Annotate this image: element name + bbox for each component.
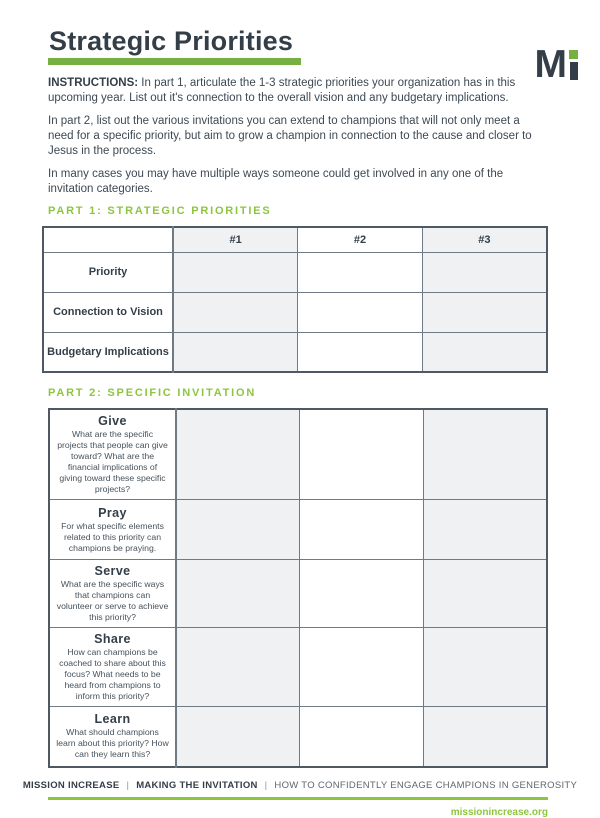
footer-green-rule xyxy=(48,797,548,800)
category-description: What are the specific projects that people can give toward? What are the financial implications of giving toward these specific projects? xyxy=(57,429,168,494)
logo-letter-i-icon xyxy=(569,50,578,80)
entry-cell xyxy=(298,292,423,332)
entry-cell xyxy=(300,500,424,560)
entry-cell xyxy=(176,500,300,560)
page-title: Strategic Priorities xyxy=(48,26,301,65)
part1-corner-cell xyxy=(43,227,173,252)
part1-column-header-1: #1 xyxy=(173,227,298,252)
part2-row-label-serve xyxy=(49,560,176,628)
part2-row-label-share xyxy=(49,628,176,707)
entry-cell xyxy=(423,560,547,628)
entry-cell xyxy=(173,332,298,372)
footer-title-bar xyxy=(0,780,600,791)
part2-row-label-give xyxy=(49,409,176,500)
worksheet-page xyxy=(0,26,600,818)
category-description: What should champions learn about this priority? How can they learn this? xyxy=(56,727,169,760)
table-row xyxy=(49,560,547,628)
part2-table xyxy=(48,408,548,768)
entry-cell xyxy=(176,409,300,500)
category-description: How can champions be coached to share about this focus? What needs to be heard from champions to inform this priority? xyxy=(59,647,166,701)
entry-cell xyxy=(173,252,298,292)
entry-cell xyxy=(300,560,424,628)
category-title: Share xyxy=(94,632,131,646)
entry-cell xyxy=(422,292,547,332)
entry-cell xyxy=(422,332,547,372)
part1-row-label-connection: Connection to Vision xyxy=(43,292,173,332)
instructions-block xyxy=(48,76,548,197)
table-row xyxy=(49,500,547,560)
logo-i-dot-icon xyxy=(569,50,578,59)
header xyxy=(48,26,600,65)
footer-brand: MISSION INCREASE xyxy=(22,779,120,791)
part1-table xyxy=(42,226,548,373)
category-title: Give xyxy=(98,414,127,428)
part2-row-label-pray xyxy=(49,500,176,560)
entry-cell xyxy=(423,500,547,560)
part1-header-row xyxy=(43,227,547,252)
entry-cell xyxy=(423,707,547,767)
table-row xyxy=(49,707,547,767)
entry-cell xyxy=(423,409,547,500)
entry-cell xyxy=(298,332,423,372)
entry-cell xyxy=(423,628,547,707)
part2-heading: PART 2: SPECIFIC INVITATION xyxy=(48,387,257,399)
footer-series: MAKING THE INVITATION xyxy=(136,779,258,791)
logo-i-stem-icon xyxy=(570,62,578,80)
category-description: For what specific elements related to this priority can champions be praying. xyxy=(61,520,164,553)
part1-row-label-priority: Priority xyxy=(43,252,173,292)
table-row xyxy=(43,252,547,292)
category-description: What are the specific ways that champions can volunteer or serve to achieve this priority? xyxy=(56,579,169,622)
entry-cell xyxy=(422,252,547,292)
entry-cell xyxy=(300,707,424,767)
footer-subtitle: HOW TO CONFIDENTLY ENGAGE CHAMPIONS IN GENEROSITY xyxy=(274,779,578,791)
part1-column-header-2: #2 xyxy=(298,227,423,252)
table-row xyxy=(49,409,547,500)
entry-cell xyxy=(176,560,300,628)
entry-cell xyxy=(300,409,424,500)
part2-row-label-learn xyxy=(49,707,176,767)
entry-cell xyxy=(176,628,300,707)
website-link[interactable]: missionincrease.org xyxy=(450,806,548,818)
table-row xyxy=(43,292,547,332)
instructions-text-1: In part 1, articulate the 1-3 strategic priorities your organization has in this upcoming year. List out it's connection to the overall vision and any budgetary implications. xyxy=(48,77,516,104)
part1-column-header-3: #3 xyxy=(422,227,547,252)
entry-cell xyxy=(300,628,424,707)
instructions-label: INSTRUCTIONS: xyxy=(48,77,139,89)
footer-separator: | xyxy=(264,779,268,791)
part1-heading: PART 1: STRATEGIC PRIORITIES xyxy=(48,205,272,217)
part1-row-label-budgetary: Budgetary Implications xyxy=(43,332,173,372)
category-title: Serve xyxy=(94,564,131,578)
table-row xyxy=(43,332,547,372)
entry-cell xyxy=(176,707,300,767)
instructions-paragraph-1 xyxy=(48,76,548,106)
instructions-paragraph-3: In many cases you may have multiple ways someone could get involved in any one of the invitation categories. xyxy=(48,168,504,195)
mission-increase-logo xyxy=(534,43,579,86)
instructions-paragraph-2: In part 2, list out the various invitations you can extend to champions that will not only meet a need for a specific priority, but aim to grow a champion in connection to the cause and closer to Jesus in the process. xyxy=(48,115,532,157)
entry-cell xyxy=(173,292,298,332)
category-title: Learn xyxy=(94,712,131,727)
footer-separator: | xyxy=(126,779,130,791)
category-title: Pray xyxy=(98,505,127,520)
entry-cell xyxy=(298,252,423,292)
table-row xyxy=(49,628,547,707)
logo-letter-m: M xyxy=(534,43,566,86)
